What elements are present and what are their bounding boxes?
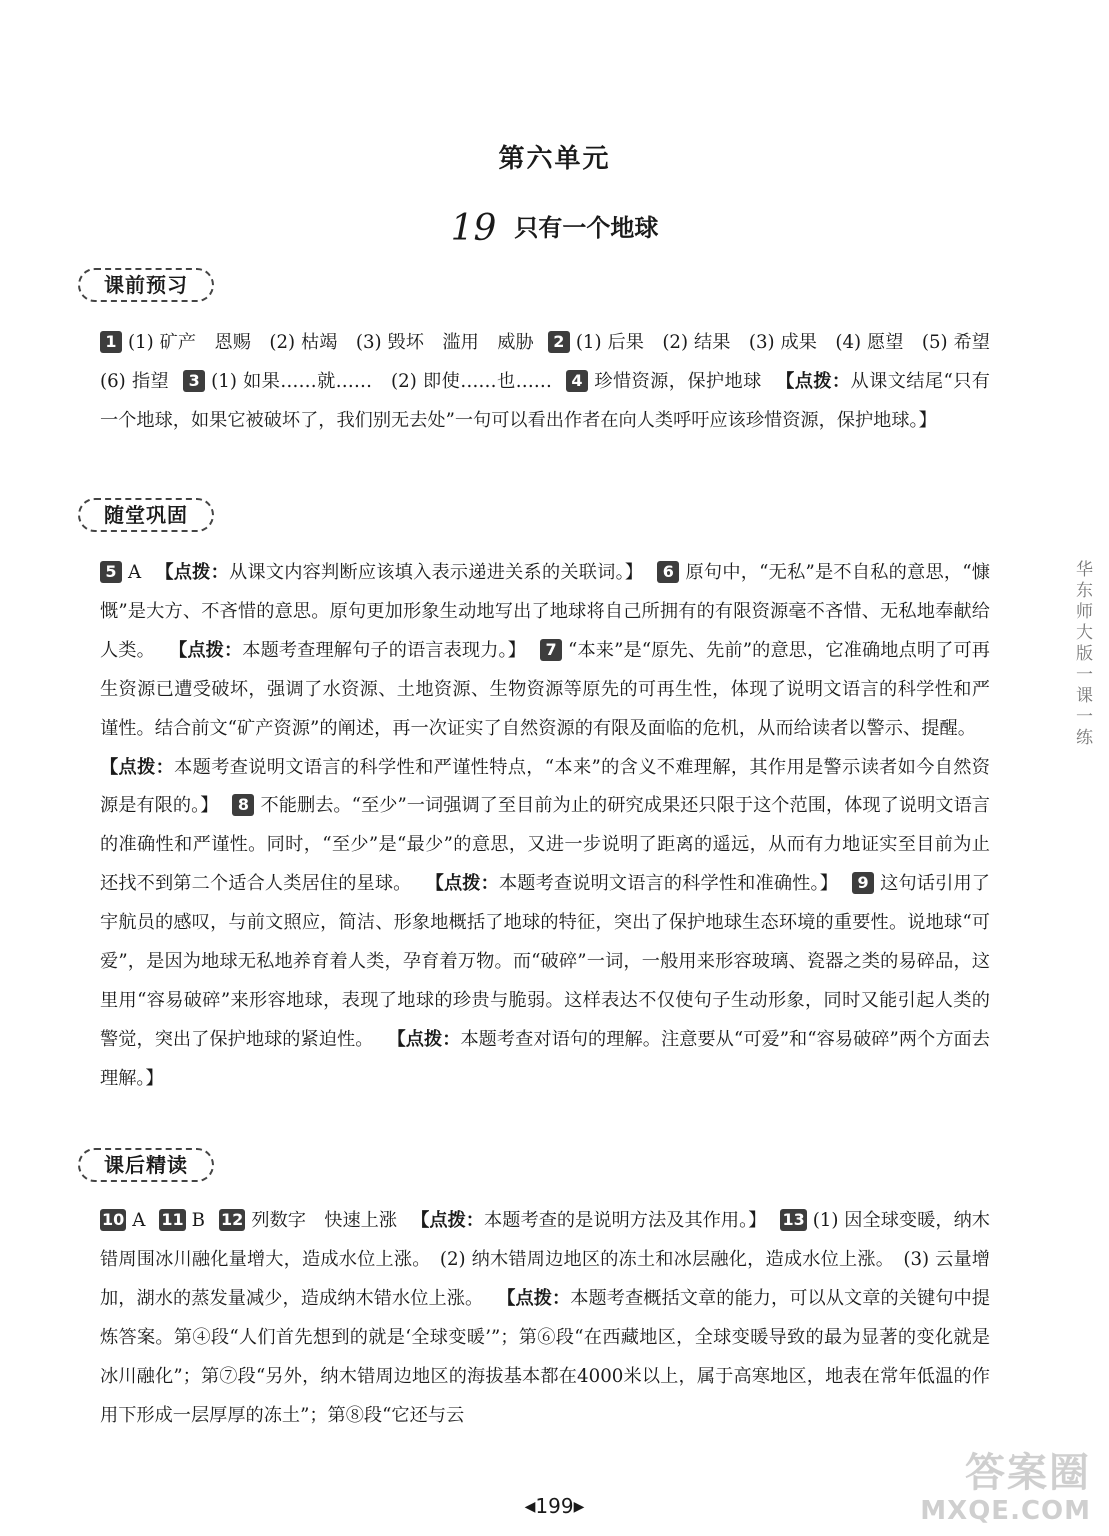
reading-answers bbox=[100, 1202, 990, 1435]
question-number-badge: 6 bbox=[657, 561, 679, 583]
tip-label: 【点拨： bbox=[168, 639, 243, 661]
question-number-badge: 12 bbox=[221, 1210, 244, 1229]
tip-label: 【点拨： bbox=[775, 370, 851, 392]
answer-text: (1) 矿产 恩赐 (2) 枯竭 (3) 毁坏 滥用 威胁 bbox=[128, 332, 534, 353]
tip-text: 本题考查对语句的理解。注意要从“可爱”和“容易破碎”两个方面去理解。】 bbox=[100, 1028, 990, 1089]
lesson-name: 只有一个地球 bbox=[514, 214, 659, 242]
lesson-title bbox=[0, 208, 1109, 249]
triangle-left-icon: ◀ bbox=[524, 1499, 536, 1515]
tip-label: 【点拨： bbox=[497, 1287, 571, 1309]
question-number-badge: 10 bbox=[102, 1210, 125, 1229]
answer-text: 珍惜资源，保护地球 bbox=[593, 370, 762, 392]
answer-text: A bbox=[128, 562, 142, 583]
question-number-badge: 4 bbox=[566, 370, 588, 392]
answer-text: 不能删去。“至少”一词强调了至目前为止的研究成果还只限于这个范围，体现了说明文语言的准确性和严谨性。同时，“至少”是“最少”的意思，又进一步说明了距离的遥远，从而有力地证实至目前为止还找不到第二个适合人类居住的星球。 bbox=[100, 795, 990, 895]
tip-text: 本题考查的是说明方法及其作用。】 bbox=[484, 1210, 767, 1231]
question-number-badge: 3 bbox=[183, 370, 205, 392]
tip-text: 本题考查理解句子的语言表现力。】 bbox=[242, 639, 527, 661]
tip-label: 【点拨： bbox=[100, 756, 175, 778]
answer-text: (1) 如果……就…… (2) 即使……也…… bbox=[211, 370, 552, 392]
answer-text: B bbox=[191, 1210, 206, 1231]
answer-text: 列数字 快速上涨 bbox=[251, 1210, 398, 1231]
answer-text: (1) 因全球变暖，纳木错周围冰川融化量增大，造成水位上涨。 (2) 纳木错周边地区的冻土和冰层融化，造成水位上涨。 (3) 云量增加，湖水的蒸发量减少，造成纳木错水位上涨。 bbox=[100, 1210, 990, 1309]
tip-text: 本题考查说明文语言的科学性和严谨性特点，“本来”的含义不难理解，其作用是警示读者如今自然资源是有限的。】 bbox=[100, 756, 990, 817]
section-label-reading: 课后精读 bbox=[78, 1148, 214, 1182]
lesson-number: 19 bbox=[450, 208, 497, 249]
answer-text: A bbox=[132, 1210, 146, 1231]
question-number-badge: 9 bbox=[852, 872, 874, 894]
watermark-logo bbox=[901, 1450, 1091, 1530]
watermark-line1: 答案圈 bbox=[965, 1450, 1091, 1496]
tip-label: 【点拨： bbox=[387, 1028, 461, 1050]
tip-label: 【点拨： bbox=[425, 873, 499, 895]
watermark-line2: MXQE.COM bbox=[920, 1496, 1091, 1526]
tip-text: 本题考查概括文章的能力，可以从文章的关键句中提炼答案。第④段“人们首先想到的就是‘全球变暖’”；第⑥段“在西藏地区，全球变暖导致的最为显著的变化就是冰川融化”；第⑦段“另外，纳木错周边地区的海拔基本都在4000米以上，属于高寒地区，地表在常年低温的作用下形成一层厚厚的冻土”；第⑧段“它还与云 bbox=[100, 1287, 990, 1426]
section-label-preview: 课前预习 bbox=[78, 268, 214, 302]
side-note-book-title: 华东师大版一课一练 bbox=[1072, 560, 1092, 749]
triangle-right-icon: ▶ bbox=[573, 1499, 585, 1515]
section-label-practice: 随堂巩固 bbox=[78, 498, 214, 532]
answer-text: 原句中，“无私”是不自私的意思，“慷慨”是大方、不吝惜的意思。原句更加形象生动地写出了地球将自己所拥有的有限资源毫不吝惜、无私地奉献给人类。 bbox=[100, 562, 990, 661]
practice-answers bbox=[100, 554, 990, 1099]
question-number-badge: 5 bbox=[100, 561, 122, 583]
tip-label: 【点拨： bbox=[411, 1210, 485, 1231]
answer-text: 这句话引用了宇航员的感叹，与前文照应，简洁、形象地概括了地球的特征，突出了保护地球生态环境的重要性。说地球“可爱”，是因为地球无私地养育着人类，孕育着万物。而“破碎”一词，一般用来形容玻璃、瓷器之类的易碎品，这里用“容易破碎”来形容地球，表现了地球的珍贵与脆弱。这样表达不仅使句子生动形象，同时又能引起人类的警觉，突出了保护地球的紧迫性。 bbox=[100, 873, 990, 1050]
question-number-badge: 11 bbox=[161, 1210, 184, 1229]
answer-text: “本来”是“原先、先前”的意思，它准确地点明了可再生资源已遭受破坏，强调了水资源、土地资源、生物资源等原先的可再生性，体现了说明文语言的科学性和严谨性。结合前文“矿产资源”的阐述，再一次证实了自然资源的有限及面临的危机，从而给读者以警示、提醒。 bbox=[100, 639, 990, 739]
page-number-value: 199 bbox=[535, 1494, 574, 1518]
question-number-badge: 2 bbox=[548, 331, 570, 353]
tip-text: 从课文内容判断应该填入表示递进关系的关联词。】 bbox=[229, 562, 644, 583]
question-number-badge: 1 bbox=[100, 331, 122, 353]
unit-title: 第六单元 bbox=[498, 144, 611, 174]
tip-text: 本题考查说明文语言的科学性和准确性。】 bbox=[498, 873, 839, 895]
tip-label: 【点拨： bbox=[155, 562, 229, 583]
question-number-badge: 13 bbox=[782, 1210, 805, 1229]
question-number-badge: 8 bbox=[232, 794, 254, 816]
answer-text: (1) 后果 (2) 结果 (3) 成果 (4) 愿望 (5) 希望 (6) 指望 bbox=[100, 332, 1009, 392]
preview-answers bbox=[100, 324, 1009, 441]
tip-text: 从课文结尾“只有一个地球，如果它被破坏了，我们别无去处”一句可以看出作者在向人类呼吁应该珍惜资源，保护地球。】 bbox=[100, 370, 990, 431]
question-number-badge: 7 bbox=[540, 639, 562, 661]
